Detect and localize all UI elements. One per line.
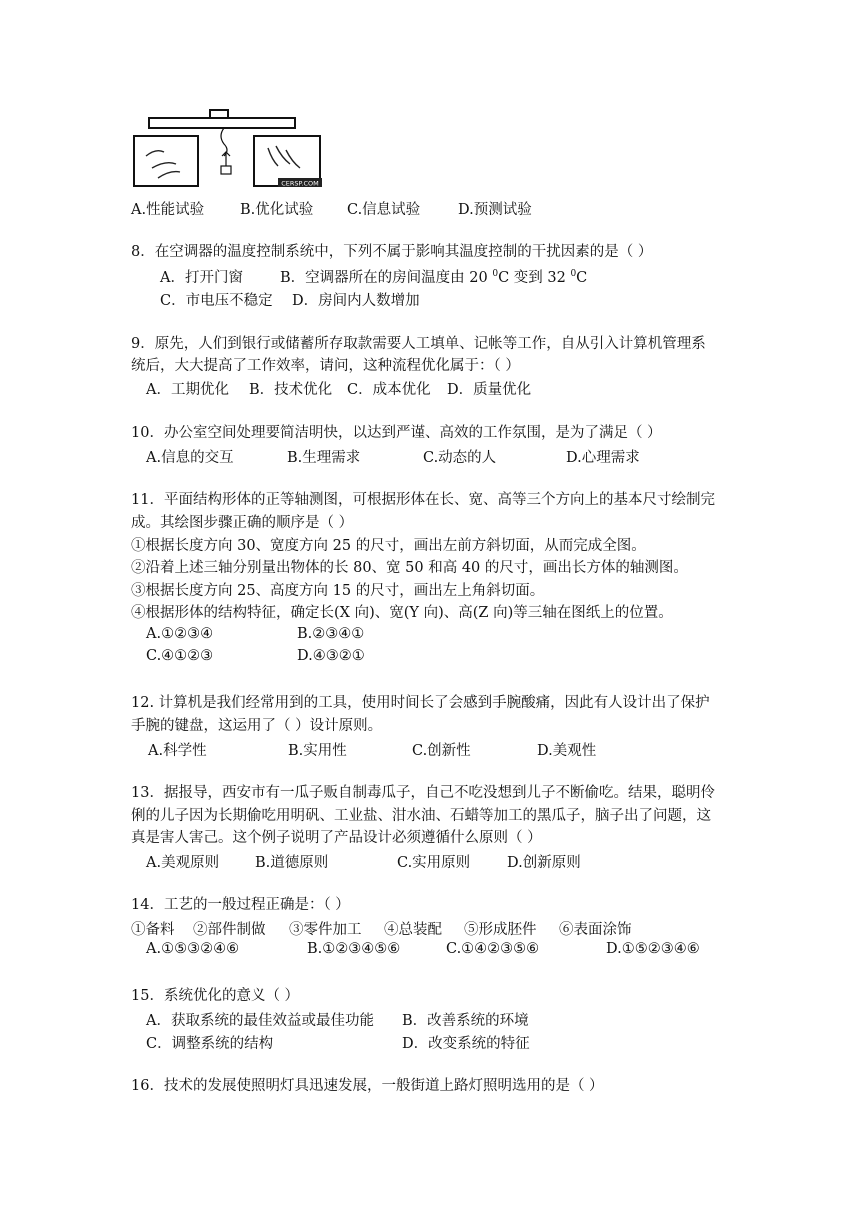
q12-option-c[interactable]: C.创新性: [412, 743, 471, 759]
q8-option-b-end: C: [576, 270, 588, 286]
q11-step-2: ②沿着上述三轴分别量出物体的长 80、宽 50 和高 40 的尺寸，画出长方体的轴测图。: [131, 560, 688, 576]
q15-stem: 15．系统优化的意义（ ）: [131, 988, 300, 1004]
q16-stem: 16．技术的发展使照明灯具迅速发展，一般街道上路灯照明选用的是（ ）: [131, 1078, 604, 1094]
figure-watermark: CERSP.COM: [281, 179, 319, 188]
q14-step-2: ②部件制做: [193, 922, 266, 938]
q8-option-c[interactable]: C．市电压不稳定: [160, 293, 273, 309]
q13-stem-line-2: 俐的儿子因为长期偷吃用明矾、工业盐、泔水油、石蜡等加工的黑瓜子，脑子出了问题，这: [131, 808, 711, 824]
q7-option-d[interactable]: D.预测试验: [458, 202, 532, 218]
q12-option-a[interactable]: A.科学性: [148, 743, 207, 759]
q10-option-d[interactable]: D.心理需求: [566, 450, 640, 466]
q11-step-4: ④根据形体的结构特征，确定长(X 向)、宽(Y 向)、高(Z 向)等三轴在图纸上的位置。: [131, 605, 673, 621]
q9-option-b[interactable]: B．技术优化: [249, 382, 333, 398]
q14-stem: 14．工艺的一般过程正确是：（ ）: [131, 897, 350, 913]
q9-stem-line-2: 统后，大大提高了工作效率，请问，这种流程优化属于：（ ）: [131, 358, 520, 374]
q9-stem-line-1: 9．原先，人们到银行或储蓄所存取款需要人工填单、记帐等工作，自从引入计算机管理系: [131, 336, 706, 352]
q15-option-c[interactable]: C．调整系统的结构: [146, 1036, 274, 1052]
q11-option-d[interactable]: D.④③②①: [297, 648, 365, 664]
q8-option-b-mid: C 变到 32: [498, 270, 571, 286]
q10-option-c[interactable]: C.动态的人: [423, 450, 497, 466]
q12-option-d[interactable]: D.美观性: [537, 743, 597, 759]
q14-step-1: ①备料: [131, 922, 175, 938]
q9-option-a[interactable]: A．工期优化: [146, 382, 229, 398]
q8-option-b[interactable]: [280, 266, 587, 287]
q14-step-5: ⑤形成胚件: [464, 922, 537, 938]
q15-option-b[interactable]: B．改善系统的环境: [402, 1013, 529, 1029]
q14-step-6: ⑥表面涂饰: [559, 922, 632, 938]
q9-option-c[interactable]: C．成本优化: [347, 382, 431, 398]
q13-option-b[interactable]: B.道德原则: [255, 855, 329, 871]
q13-stem-line-3: 真是害人害己。这个例子说明了产品设计必须遵循什么原则（ ）: [131, 830, 542, 846]
q10-stem: 10．办公室空间处理要简洁明快，以达到严谨、高效的工作氛围，是为了满足（ ）: [131, 425, 662, 441]
q7-option-c[interactable]: C.信息试验: [347, 202, 421, 218]
q12-stem-line-1: 12. 计算机是我们经常用到的工具，使用时间长了会感到手腕酸痛，因此有人设计出了保护: [131, 695, 710, 711]
q14-option-d[interactable]: D.①⑤②③④⑥: [606, 941, 700, 957]
q8-option-b-pre: B．空调器所在的房间温度由 20: [280, 270, 493, 286]
q11-stem-line-1: 11．平面结构形体的正等轴测图，可根据形体在长、宽、高等三个方向上的基本尺寸绘制完: [131, 492, 715, 508]
q8-option-a[interactable]: A．打开门窗: [160, 270, 243, 286]
q12-stem-line-2: 手腕的键盘，这运用了（ ）设计原则。: [131, 718, 383, 734]
q11-option-c[interactable]: C.④①②③: [146, 648, 214, 664]
q11-step-1: ①根据长度方向 30、宽度方向 25 的尺寸，画出左前方斜切面，从而完成全图。: [131, 538, 646, 554]
q9-option-d[interactable]: D．质量优化: [447, 382, 532, 398]
q13-stem-line-1: 13．据报导，西安市有一瓜子贩自制毒瓜子，自己不吃没想到儿子不断偷吃。结果，聪明伶: [131, 785, 715, 801]
experiment-figure: [132, 106, 328, 188]
q14-step-4: ④总装配: [384, 922, 442, 938]
q11-option-a[interactable]: A.①②③④: [146, 626, 214, 642]
q11-step-3: ③根据长度方向 25、高度方向 15 的尺寸，画出左上角斜切面。: [131, 583, 545, 599]
q8-option-d[interactable]: D．房间内人数增加: [292, 293, 420, 309]
q13-option-d[interactable]: D.创新原则: [507, 855, 581, 871]
q8-option-b-sup-1: 0: [492, 269, 499, 280]
q14-option-b[interactable]: B.①②③④⑤⑥: [307, 941, 401, 957]
q12-option-b[interactable]: B.实用性: [288, 743, 347, 759]
q15-option-d[interactable]: D．改变系统的特征: [402, 1036, 530, 1052]
q14-option-a[interactable]: A.①⑤③②④⑥: [146, 941, 240, 957]
q8-option-b-sup-2: 0: [570, 269, 577, 280]
q10-option-a[interactable]: A.信息的交互: [146, 450, 234, 466]
q8-stem: 8．在空调器的温度控制系统中，下列不属于影响其温度控制的干扰因素的是（ ）: [131, 244, 653, 260]
q7-option-b[interactable]: B.优化试验: [240, 202, 314, 218]
q15-option-a[interactable]: A．获取系统的最佳效益或最佳功能: [146, 1013, 374, 1029]
q11-stem-line-2: 成。其绘图步骤正确的顺序是（ ）: [131, 515, 354, 531]
q14-option-c[interactable]: C.①④②③⑤⑥: [446, 941, 540, 957]
q13-option-c[interactable]: C.实用原则: [397, 855, 471, 871]
q10-option-b[interactable]: B.生理需求: [287, 450, 361, 466]
q11-option-b[interactable]: B.②③④①: [297, 626, 365, 642]
q14-step-3: ③零件加工: [289, 922, 362, 938]
q7-option-a[interactable]: A.性能试验: [131, 202, 205, 218]
q13-option-a[interactable]: A.美观原则: [146, 855, 220, 871]
